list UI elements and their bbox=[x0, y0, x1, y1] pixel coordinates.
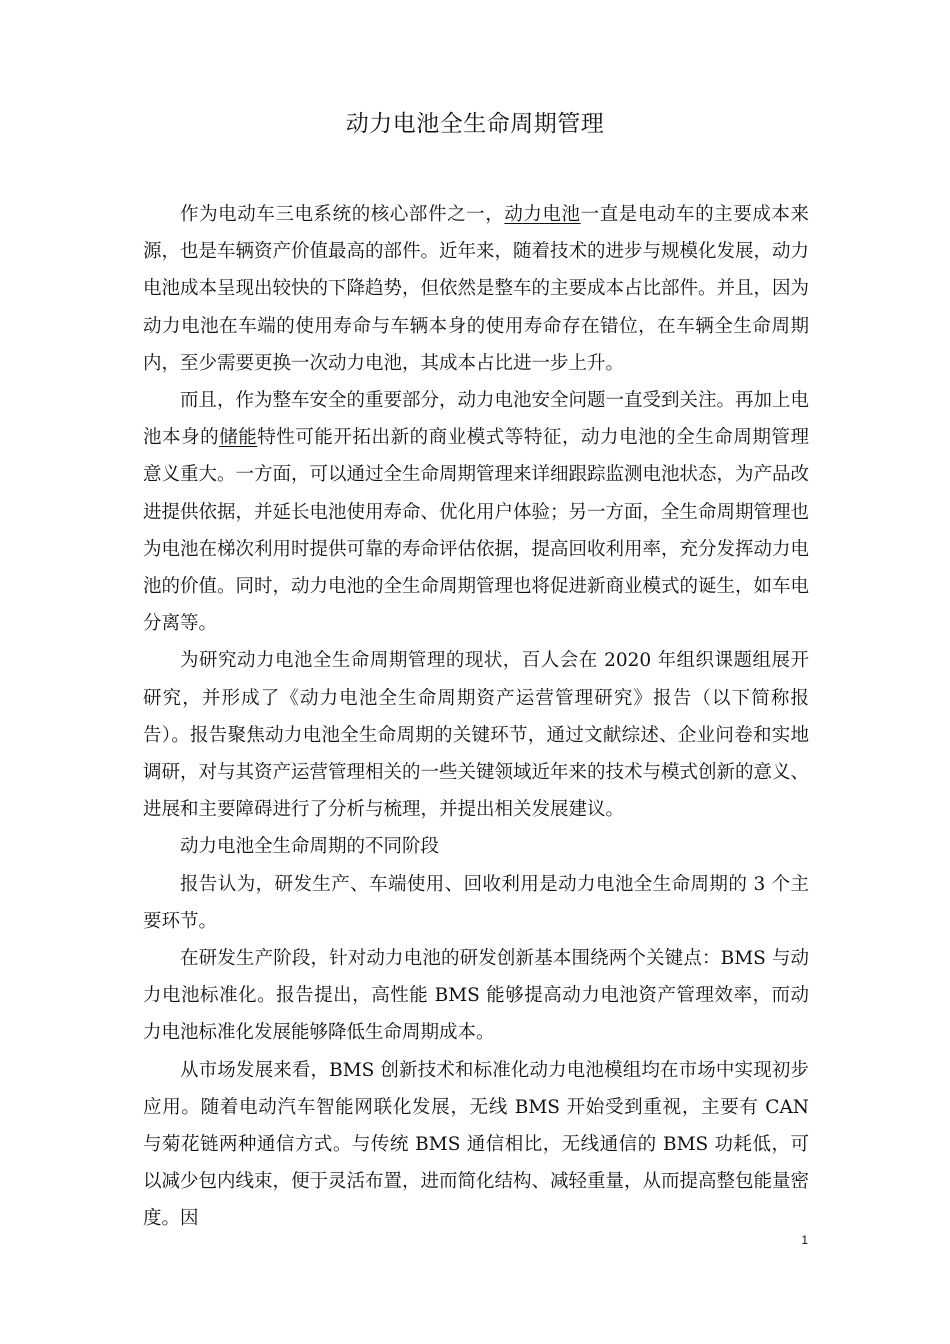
page-number: 1 bbox=[801, 1233, 808, 1247]
body-paragraph bbox=[143, 196, 809, 382]
document-title: 动力电池全生命周期管理 bbox=[345, 111, 605, 137]
paragraph-text: 从市场发展来看，BMS 创新技术和标准化动力电池模组均在市场中实现初步应用。随着电动汽车智能网联化发展，无线 BMS 开始受到重视，主要有 CAN 与菊花链两种通信方式。与传统 BMS 通信相比，无线通信的 BMS 功耗低，可以减少包内线束，便于灵活布置，进而简化结构、减轻重量，从而提高整包能量密度。因 bbox=[143, 1059, 810, 1230]
body-paragraph bbox=[143, 1052, 809, 1238]
paragraph-text: 特性可能开拓出新的商业模式等特征，动力电池的全生命周期管理意义重大。一方面，可以通过全生命周期管理来详细跟踪监测电池状态，为产品改进提供依据，并延长电池使用寿命、优化用户体验；另一方面，全生命周期管理也为电池在梯次利用时提供可靠的寿命评估依据，提高回收利用率，充分发挥动力电池的价值。同时，动力电池的全生命周期管理也将促进新商业模式的诞生，如车电分离等。 bbox=[143, 427, 810, 635]
body-paragraph bbox=[143, 642, 809, 828]
paragraph-text: 动力电池全生命周期的不同阶段 bbox=[180, 836, 440, 858]
paragraph-text: 而且，作为整车安全的重要部分，动力电池安全问题一直受到关注。再加上电池本身的 bbox=[143, 390, 810, 449]
underlined-term: 动力电池 bbox=[504, 204, 581, 225]
paragraph-text: 在研发生产阶段，针对动力电池的研发创新基本围绕两个关键点：BMS 与动力电池标准化。报告提出，高性能 BMS 能够提高动力电池资产管理效率，而动力电池标准化发展能够降低生命周期成本。 bbox=[143, 948, 809, 1044]
paragraph-text: 一直是电动车的主要成本来源，也是车辆资产价值最高的部件。近年来，随着技术的进步与规模化发展，动力电池成本呈现出较快的下降趋势，但依然是整车的主要成本占比部件。并且，因为动力电池在车端的使用寿命与车辆本身的使用寿命存在错位，在车辆全生命周期内，至少需要更换一次动力电池，其成本占比进一步上升。 bbox=[143, 204, 810, 374]
paragraph-text: 作为电动车三电系统的核心部件之一， bbox=[180, 204, 505, 225]
body-paragraph bbox=[143, 866, 809, 940]
paragraph-text: 报告认为，研发生产、车端使用、回收利用是动力电池全生命周期的 3 个主要环节。 bbox=[143, 873, 809, 932]
paragraph-text: 为研究动力电池全生命周期管理的现状，百人会在 2020 年组织课题组展开研究，并形成了《动力电池全生命周期资产运营管理研究》报告（以下简称报告）。报告聚焦动力电池全生命周期的关键环节，通过文献综述、企业问卷和实地调研，对与其资产运营管理相关的一些关键领域近年来的技术与模式创新的意义、进展和主要障碍进行了分析与梳理，并提出相关发展建议。 bbox=[143, 650, 810, 821]
body-paragraph bbox=[143, 940, 809, 1052]
body-paragraph bbox=[143, 382, 809, 642]
section-heading bbox=[143, 828, 809, 865]
document-body bbox=[143, 196, 809, 1238]
underlined-term: 储能 bbox=[219, 427, 258, 449]
